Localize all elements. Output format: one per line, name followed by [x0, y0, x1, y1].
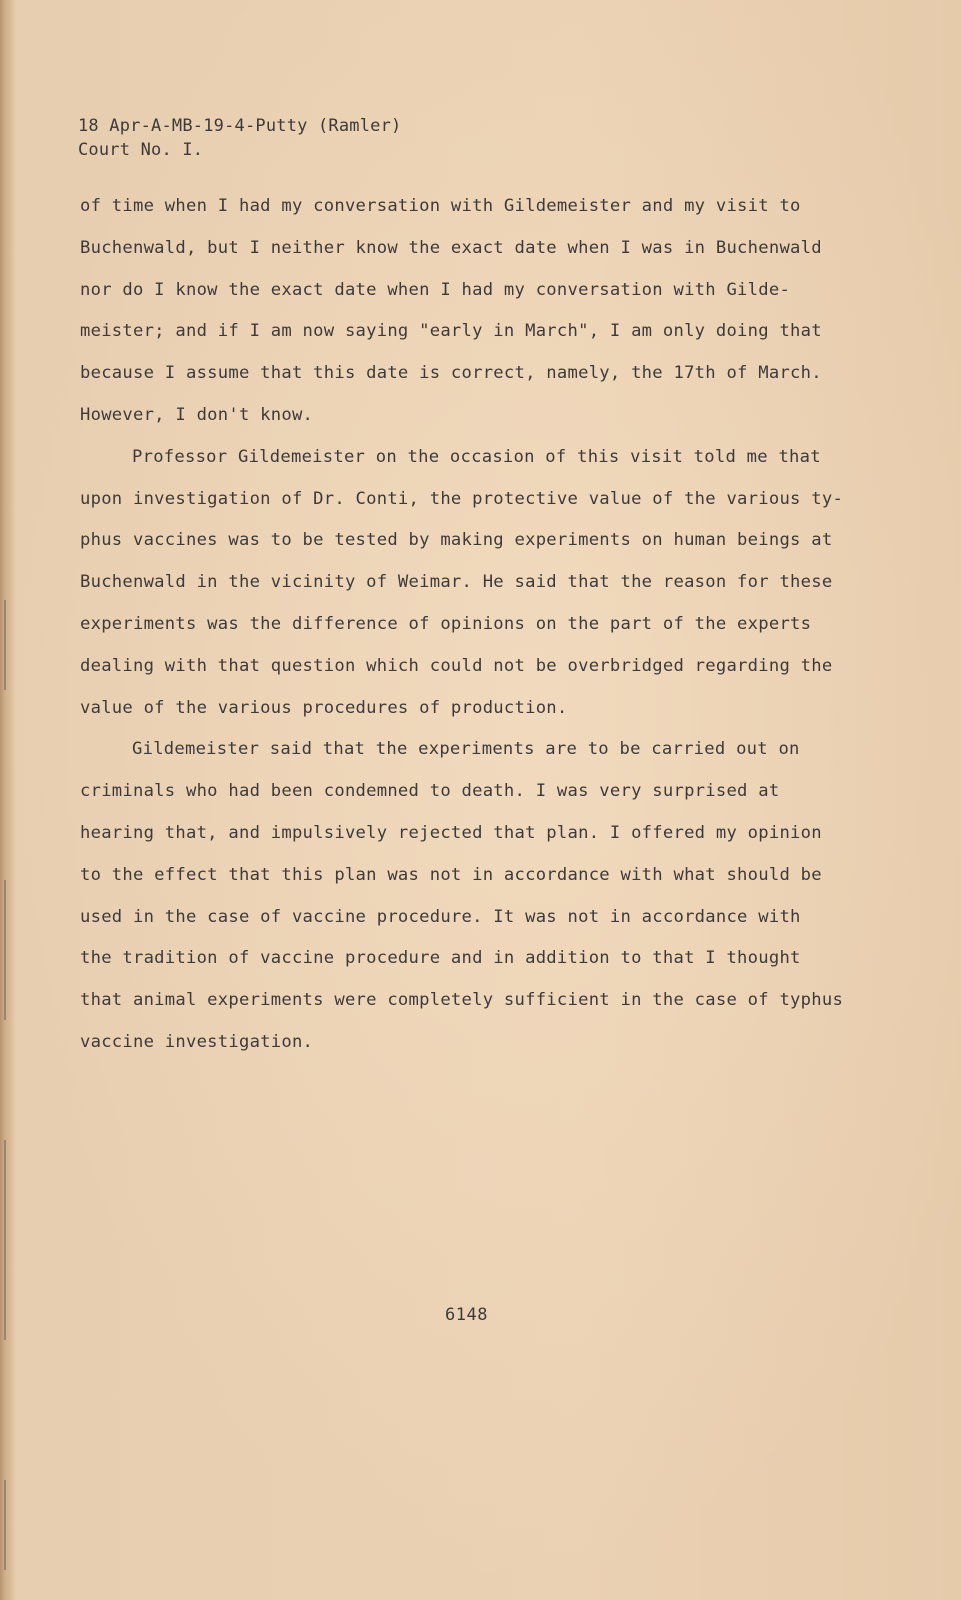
edge-ink-mark [4, 1140, 6, 1340]
text-line: value of the various procedures of production. [80, 697, 568, 718]
text-line: upon investigation of Dr. Conti, the protective value of the various ty- [80, 488, 844, 509]
text-line: of time when I had my conversation with Gildemeister and my visit to [80, 196, 801, 216]
torn-left-edge [0, 0, 16, 1600]
text-line: to the effect that this plan was not in accordance with what should be [80, 864, 822, 885]
text-line: dealing with that question which could not be overbridged regarding the [80, 655, 833, 676]
text-line: hearing that, and impulsively rejected that plan. I offered my opinion [80, 822, 822, 843]
header-reference-line: 18 Apr-A-MB-19-4-Putty (Ramler) [78, 116, 402, 136]
text-line: Buchenwald, but I neither know the exact date when I was in Buchenwald [80, 237, 822, 258]
text-line: Buchenwald in the vicinity of Weimar. He said that the reason for these [80, 572, 833, 593]
text-line: criminals who had been condemned to death. I was very surprised at [80, 781, 780, 802]
text-line: used in the case of vaccine procedure. It was not in accordance with [80, 906, 801, 927]
text-line: vaccine investigation. [80, 1031, 314, 1052]
document-header [78, 114, 401, 162]
text-line: experiments was the difference of opinions on the part of the experts [80, 613, 812, 634]
text-line: nor do I know the exact date when I had my conversation with Gilde- [80, 279, 791, 300]
paragraph-start-line: Professor Gildemeister on the occasion of this visit told me that [132, 446, 821, 467]
header-court-line: Court No. I. [78, 140, 204, 160]
text-line: because I assume that this date is correct, namely, the 17th of March. [80, 363, 822, 384]
text-line: phus vaccines was to be tested by making experiments on human beings at [80, 530, 833, 551]
edge-ink-mark [4, 600, 6, 690]
text-line: meister; and if I am now saying "early in March", I am only doing that [80, 321, 822, 342]
text-line: However, I don't know. [80, 404, 314, 425]
edge-ink-mark [4, 880, 6, 1020]
paragraph-start-line: Gildemeister said that the experiments are to be carried out on [132, 739, 800, 760]
text-line: that animal experiments were completely sufficient in the case of typhus [80, 990, 844, 1011]
text-line: the tradition of vaccine procedure and in addition to that I thought [80, 948, 801, 969]
page-number: 6148 [445, 1305, 488, 1325]
edge-ink-mark [4, 1480, 6, 1570]
transcript-body [80, 186, 844, 1064]
